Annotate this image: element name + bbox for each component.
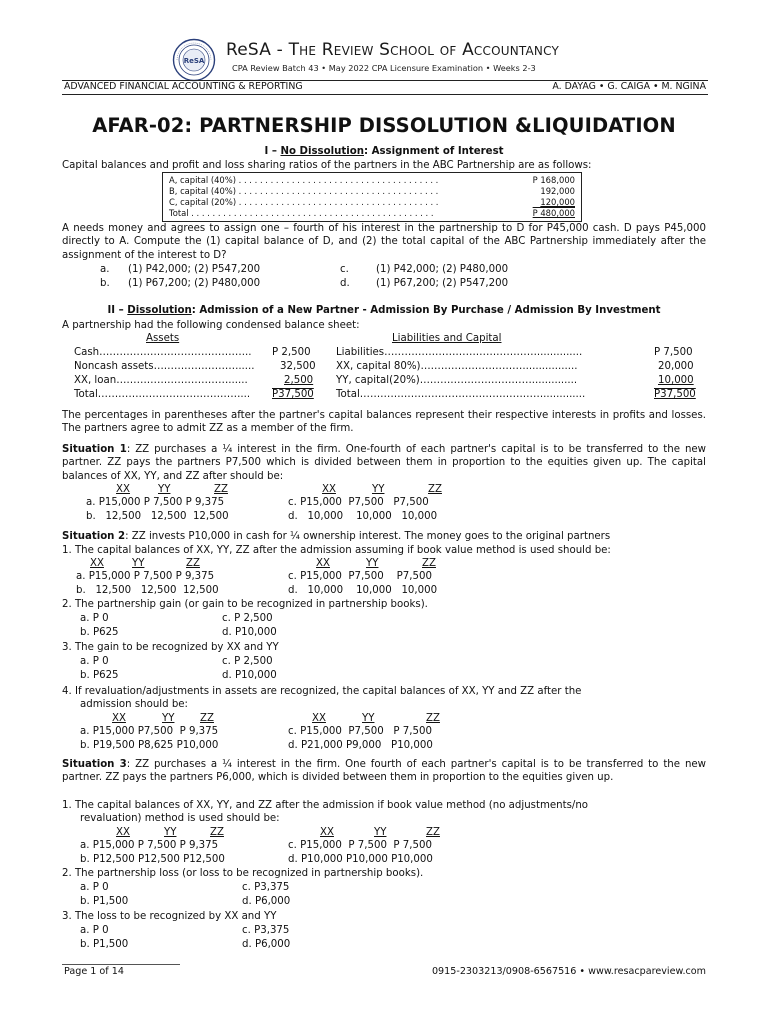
part1-heading: I – No Dissolution: Assignment of Interest	[264, 146, 504, 157]
choice-d: d.	[340, 278, 350, 289]
s3-q1-choice: a. P15,000 P 7,500 P 9,375	[80, 840, 219, 851]
situation3-text: Situation 3: ZZ purchases a ¼ interest in the firm. One fourth of each partner's capital is to be transferred to the new partner. ZZ pays the partners P6,000, which is divided between them in proportion to the equities given up.	[62, 759, 706, 784]
bs-left-value: P37,500	[272, 389, 314, 400]
part2-intro: A partnership had the following condensed balance sheet:	[62, 320, 360, 331]
s2-q4-line2: admission should be:	[80, 699, 188, 710]
footer-rule	[62, 964, 180, 965]
col-header: YY	[362, 713, 375, 724]
s3-q2-d: d. P6,000	[242, 896, 291, 907]
s3-q2-c: c. P3,375	[242, 882, 290, 893]
col-header: XX	[116, 827, 130, 838]
s3-q1: 1. The capital balances of XX, YY, and ZZ after the admission if book value method (no adjustments/no	[62, 800, 589, 811]
s2-q1-choice: d. 10,000 10,000 10,000	[288, 585, 438, 596]
col-header: YY	[372, 484, 385, 495]
s3-q2-b: b. P1,500	[80, 896, 129, 907]
s2-q1-choice: b. 12,500 12,500 12,500	[76, 585, 219, 596]
s2-q4-choice: b. P19,500 P8,625 P10,000	[80, 740, 219, 751]
bs-left-value: P 2,500	[272, 347, 311, 358]
s3-q2-a: a. P 0	[80, 882, 109, 893]
bs-right-label: Total……………………………………………….............	[336, 389, 586, 400]
s3-q1-line2: revaluation) method is used should be:	[80, 813, 280, 824]
col-header: ZZ	[426, 827, 440, 838]
bs-right-label: YY, capital(20%)……………………………..............	[336, 375, 578, 386]
bs-left-label: Cash……………………………………...	[74, 347, 252, 358]
part2-heading: II – Dissolution: Admission of a New Partner - Admission By Purchase / Admission By Investment	[107, 305, 661, 316]
s2-q4-choice: a. P15,000 P7,500 P 9,375	[80, 726, 219, 737]
assets-heading: Assets	[146, 333, 180, 344]
s1-choice: b. 12,500 12,500 12,500	[86, 511, 229, 522]
s3-q3-b: b. P1,500	[80, 939, 129, 950]
s2-q2-b: b. P625	[80, 627, 119, 638]
bs-left-value: 2,500	[284, 375, 314, 386]
s2-q2: 2. The partnership gain (or gain to be recognized in partnership books).	[62, 599, 428, 610]
choice-b: b.	[100, 278, 110, 289]
svg-text:ReSA: ReSA	[183, 57, 205, 65]
choice-c-text: (1) P42,000; (2) P480,000	[376, 264, 509, 275]
brand-subtitle: CPA Review Batch 43 • May 2022 CPA Licensure Examination • Weeks 2-3	[232, 63, 536, 73]
document-title: AFAR-02: PARTNERSHIP DISSOLUTION &LIQUIDATION	[92, 114, 676, 137]
authors: A. DAYAG • G. CAIGA • M. NGINA	[552, 81, 706, 92]
bs-left-value: 32,500	[280, 361, 316, 372]
s1-choice: c. P15,000 P7,500 P7,500	[288, 497, 429, 508]
s1-choice: a. P15,000 P 7,500 P 9,375	[86, 497, 225, 508]
choice-c: c.	[340, 264, 349, 275]
col-header: XX	[312, 713, 326, 724]
bs-right-value: 10,000	[658, 375, 694, 386]
s3-q1-choice: d. P10,000 P10,000 P10,000	[288, 854, 433, 865]
s3-q3-c: c. P3,375	[242, 925, 290, 936]
bs-left-label: Total……………………………………...	[74, 389, 251, 400]
bs-left-label: XX, loan……………………………......	[74, 375, 248, 386]
s3-q3: 3. The loss to be recognized by XX and YY	[62, 911, 277, 922]
bs-right-value: 20,000	[658, 361, 694, 372]
bs-right-label: Liabilities………………………………………..............	[336, 347, 583, 358]
capital-table: A, capital (40%) . . . . . . . . . . . . . . . . . . . . . . . . . . . . . . . . . . . . . . P 168,000 B, capital (40%) . . . . . . . . . . . . . . . . . . . . . . . . . . . . . . . . . . . . . . 192,000 C, capital (20%) . . . . . . . . . . . . . . . . . . . . . . . . . . . . . . . . . . . . . . 120,000 Total . . . . . . . . . . . . . . . . . . . . . . . . . . . . . . . . . . . . . . . . . . . . . . P 480,000	[162, 172, 582, 222]
bs-right-value: P 7,500	[654, 347, 693, 358]
part2-note: The percentages in parentheses after the partner's capital balances represent their respective interests in profits and losses. The partners agree to admit ZZ as a member of the firm.	[62, 410, 706, 435]
col-header: YY	[162, 713, 175, 724]
s3-q2: 2. The partnership loss (or loss to be recognized in partnership books).	[62, 868, 424, 879]
col-header: XX	[116, 484, 130, 495]
col-header: ZZ	[426, 713, 440, 724]
s2-q2-c: c. P 2,500	[222, 613, 273, 624]
s2-q3: 3. The gain to be recognized by XX and YY	[62, 642, 279, 653]
s2-q3-b: b. P625	[80, 670, 119, 681]
s2-q4-choice: c. P15,000 P7,500 P 7,500	[288, 726, 432, 737]
col-header: XX	[320, 827, 334, 838]
s3-q1-choice: b. P12,500 P12,500 P12,500	[80, 854, 225, 865]
s2-q2-a: a. P 0	[80, 613, 109, 624]
choice-b-text: (1) P67,200; (2) P480,000	[128, 278, 261, 289]
choice-a-text: (1) P42,000; (2) P547,200	[128, 264, 261, 275]
header-rule-bottom	[62, 94, 708, 95]
s2-q1-choice: a. P15,000 P 7,500 P 9,375	[76, 571, 215, 582]
col-header: ZZ	[422, 558, 436, 569]
s2-q1: 1. The capital balances of XX, YY, ZZ after the admission assuming if book value method is used should be:	[62, 545, 611, 556]
s3-q3-a: a. P 0	[80, 925, 109, 936]
col-header: ZZ	[210, 827, 224, 838]
col-header: XX	[112, 713, 126, 724]
col-header: YY	[164, 827, 177, 838]
s3-q1-choice: c. P15,000 P 7,500 P 7,500	[288, 840, 432, 851]
col-header: YY	[374, 827, 387, 838]
col-header: XX	[90, 558, 104, 569]
s2-q3-d: d. P10,000	[222, 670, 277, 681]
s2-q3-a: a. P 0	[80, 656, 109, 667]
s3-q3-d: d. P6,000	[242, 939, 291, 950]
col-header: ZZ	[428, 484, 442, 495]
col-header: ZZ	[200, 713, 214, 724]
resa-seal-logo	[172, 38, 216, 82]
page-number: Page 1 of 14	[64, 966, 124, 977]
bs-left-label: Noncash assets……………………......	[74, 361, 255, 372]
col-header: ZZ	[214, 484, 228, 495]
part1-intro: Capital balances and profit and loss sharing ratios of the partners in the ABC Partnership are as follows:	[62, 160, 592, 171]
s2-q4-choice: d. P21,000 P9,000 P10,000	[288, 740, 433, 751]
situation2-text: Situation 2: ZZ invests P10,000 in cash for ¼ ownership interest. The money goes to the original partners	[62, 531, 611, 542]
choice-d-text: (1) P67,200; (2) P547,200	[376, 278, 509, 289]
s2-q1-choice: c. P15,000 P7,500 P7,500	[288, 571, 432, 582]
choice-a: a.	[100, 264, 110, 275]
bs-right-value: P37,500	[654, 389, 696, 400]
bs-right-label: XX, capital 80%)………………………….................	[336, 361, 578, 372]
col-header: YY	[366, 558, 379, 569]
s2-q4: 4. If revaluation/adjustments in assets are recognized, the capital balances of XX, YY and ZZ after the	[62, 686, 582, 697]
col-header: ZZ	[186, 558, 200, 569]
col-header: XX	[322, 484, 336, 495]
course-name: ADVANCED FINANCIAL ACCOUNTING & REPORTING	[64, 81, 303, 92]
s1-choice: d. 10,000 10,000 10,000	[288, 511, 438, 522]
part1-question: A needs money and agrees to assign one – fourth of his interest in the partnership to D for P45,000 cash. D pays P45,000 directly to A. Compute the (1) capital balance of D, and (2) the total capital of the ABC Partnership immediately after the assignment of the interest to D?	[62, 223, 706, 261]
col-header: YY	[132, 558, 145, 569]
situation1-text: Situation 1: ZZ purchases a ¼ interest in the firm. One-fourth of each partner's capital is to be transferred to the new partner. ZZ pays the partners P7,500 which is divided between them in proportion to the equities given up. The capital balances of XX, YY, and ZZ after should be:	[62, 444, 706, 482]
s2-q2-d: d. P10,000	[222, 627, 277, 638]
col-header: YY	[158, 484, 171, 495]
liabilities-heading: Liabilities and Capital	[392, 333, 502, 344]
footer-contact: 0915-2303213/0908-6567516 • www.resacpareview.com	[431, 966, 706, 977]
col-header: XX	[316, 558, 330, 569]
s2-q3-c: c. P 2,500	[222, 656, 273, 667]
brand-title: ReSA - The Review School of Accountancy	[226, 40, 559, 60]
